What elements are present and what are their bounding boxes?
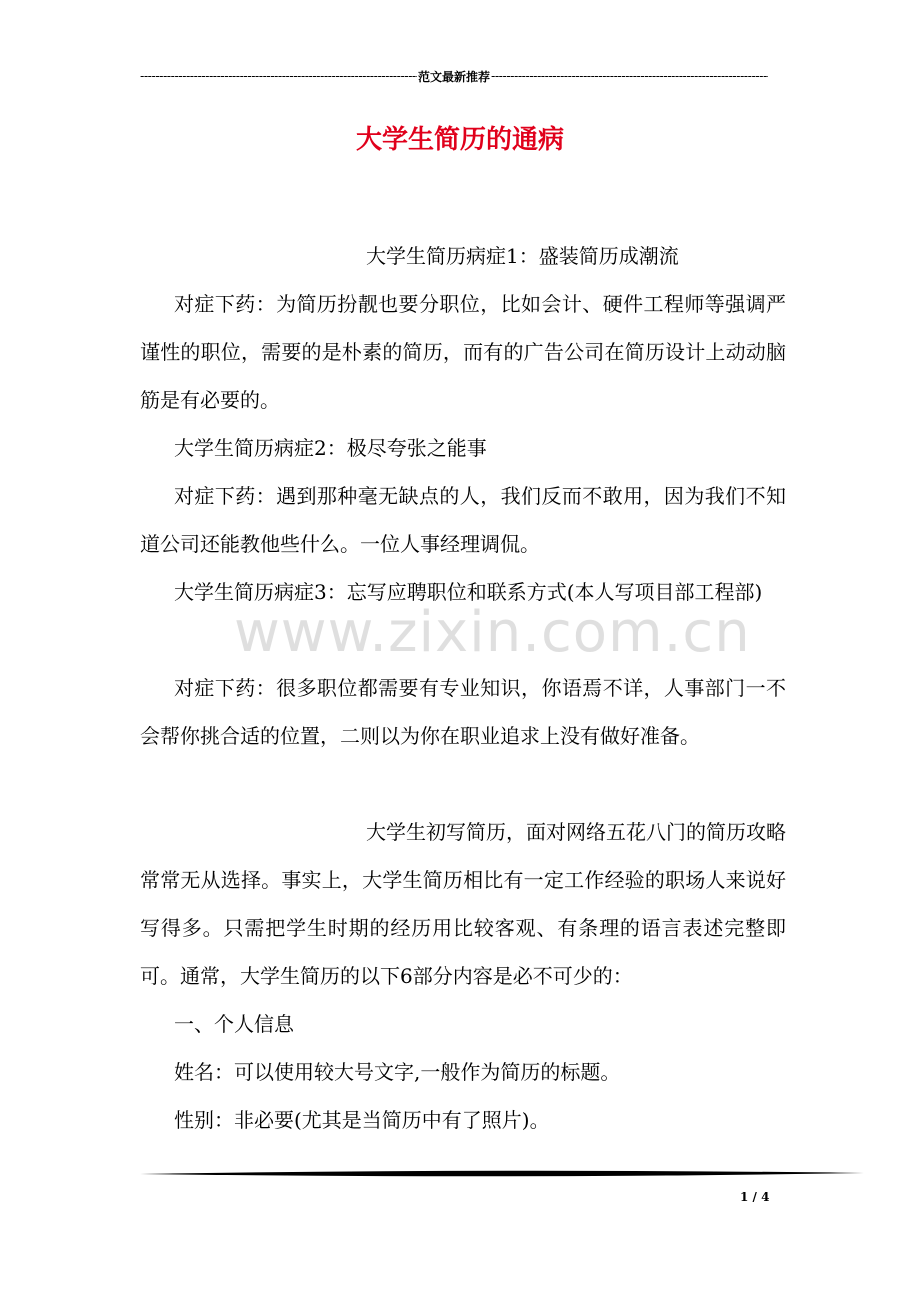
document-title: 大学生简历的通病 [355, 125, 564, 155]
paragraph-symptom-3: 大学生简历病症3：忘写应聘职位和联系方式(本人写项目部工程部) [174, 580, 763, 604]
paragraph-remedy-1: 对症下药：为简历扮靓也要分职位，比如会计、硬件工程师等强调严谨性的职位，需要的是朴素的简历，而有的广告公司在简历设计上动动脑筋是有必要的。 [140, 292, 786, 412]
paragraph-symptom-2: 大学生简历病症2：极尽夸张之能事 [174, 436, 487, 460]
header-dash-right [491, 69, 768, 83]
header-dash-left [140, 69, 417, 83]
paragraph-remedy-2: 对症下药：遇到那种毫无缺点的人，我们反而不敢用，因为我们不知道公司还能教他些什么。一位人事经理调侃。 [140, 484, 786, 556]
footer-rule [140, 1168, 864, 1180]
paragraph-remedy-3: 对症下药：很多职位都需要有专业知识，你语焉不详，人事部门一不会帮你挑合适的位置，二则以为你在职业追求上没有做好准备。 [140, 676, 786, 748]
page-header [140, 66, 768, 86]
section-heading-personal-info: 一、个人信息 [174, 1012, 294, 1036]
page-number: 1 / 4 [740, 1190, 770, 1204]
paragraph-symptom-1: 大学生简历病症1：盛装简历成潮流 [366, 244, 679, 268]
header-label: 范文最新推荐 [418, 69, 491, 84]
watermark: www.zixin.com.cn [234, 600, 751, 665]
paragraph-name: 姓名：可以使用较大号文字,一般作为简历的标题。 [174, 1060, 621, 1084]
paragraph-gender: 性别：非必要(尤其是当简历中有了照片)。 [174, 1108, 550, 1132]
paragraph-intro: 大学生初写简历，面对网络五花八门的简历攻略常常无从选择。事实上，大学生简历相比有一定工作经验的职场人来说好写得多。只需把学生时期的经历用比较客观、有条理的语言表述完整即可。通常，大学生简历的以下6部分内容是必不可少的： [140, 820, 786, 988]
